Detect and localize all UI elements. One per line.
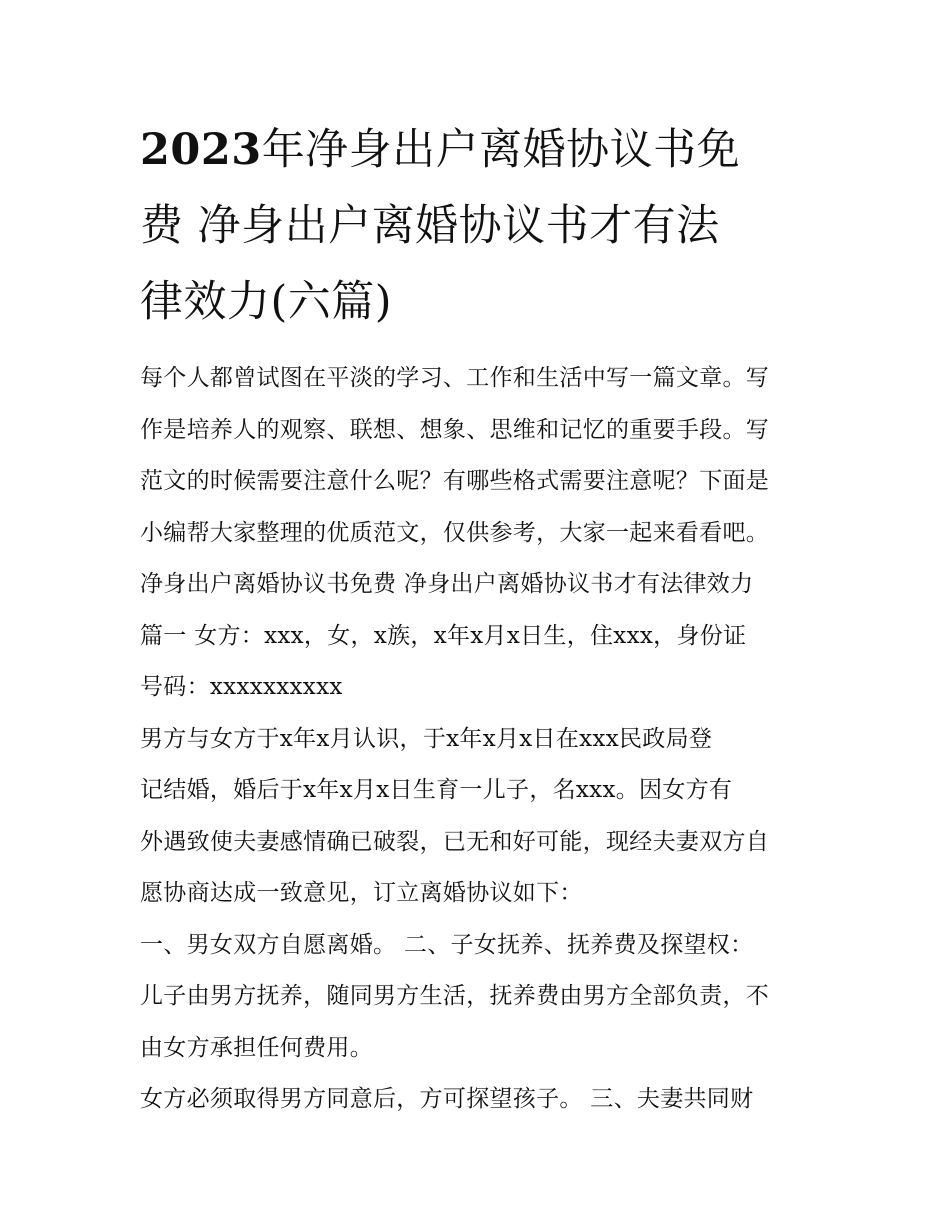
body-line: 号码：xxxxxxxxxx [140, 674, 343, 700]
body-line: 每个人都曾试图在平淡的学习、工作和生活中写一篇文章。写 [140, 365, 770, 391]
document-body [140, 353, 820, 1126]
body-line: 儿子由男方抚养，随同男方生活，抚养费由男方全部负责，不 [140, 983, 770, 1009]
body-line: 作是培养人的观察、联想、想象、思维和记忆的重要手段。写 [140, 416, 770, 443]
body-line: 女方必须取得男方同意后，方可探望孩子。 三、夫妻共同财 [140, 1086, 754, 1112]
title-year: 2023 [140, 125, 262, 175]
body-line: 男方与女方于x年x月认识，于x年x月x日在xxx民政局登 [140, 725, 713, 752]
body-line: 由女方承担任何费用。 [140, 1034, 373, 1061]
body-line: 愿协商达成一致意见，订立离婚协议如下： [140, 880, 583, 906]
title-line-2: 费 净身出户离婚协议书才有法 [140, 201, 720, 251]
title-line-1 [140, 112, 820, 188]
body-line: 记结婚，婚后于x年x月x日生育一儿子，名xxx。因女方有 [140, 777, 733, 803]
title-rest: 年净身出户离婚协议书免 [261, 125, 741, 175]
body-line: 净身出户离婚协议书免费 净身出户离婚协议书才有法律效力 [140, 571, 754, 597]
body-line: 一、男女双方自愿离婚。 二、子女抚养、抚养费及探望权： [140, 931, 754, 958]
body-line: 范文的时候需要注意什么呢？有哪些格式需要注意呢？下面是 [140, 468, 770, 494]
body-line: 小编帮大家整理的优质范文，仅供参考，大家一起来看看吧。 [140, 519, 770, 546]
document-title [140, 112, 820, 340]
body-line: 外遇致使夫妻感情确已破裂，已无和好可能，现经夫妻双方自 [140, 828, 770, 855]
title-line-3: 律效力(六篇) [140, 277, 393, 327]
body-line: 篇一 女方：xxx，女，x族，x年x月x日生，住xxx，身份证 [140, 622, 747, 649]
